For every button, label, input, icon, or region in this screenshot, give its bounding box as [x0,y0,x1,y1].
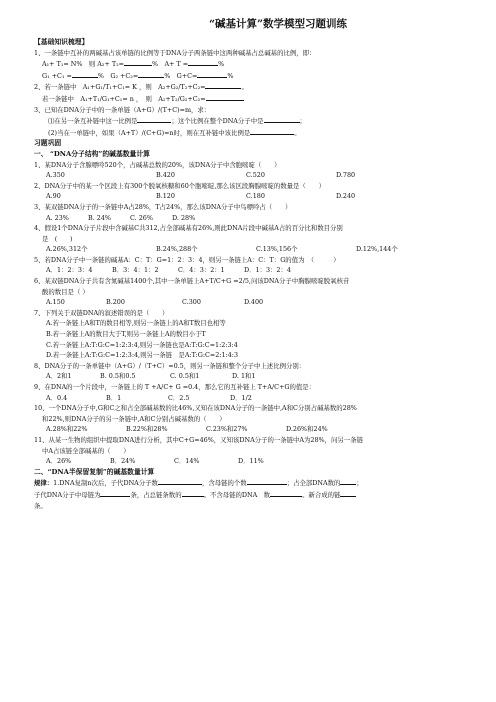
question-8: 8、DNA分子的一条单链中（A+G）/（T+C）=0.5，则另一条链和整个分子中上述比例分别： [34,361,306,370]
basic-item-3: 3、已知在DNA分子中的一条单链（A+G）/(T+C)=m，求： [34,105,211,114]
question-6-options: A.150 B.200 C.300 D.400 [46,298,264,307]
question-11-cont: 中A占该链全部碱基的（ ） [42,446,130,455]
question-2-options: A.90 B.120 C.180 D.240 [46,192,356,201]
question-6-cont: 酸的数目是（ ） [42,287,89,296]
question-10: 10、一个DNA分子中,G和C之和占全部碱基数的比46%,又知在该DNA分子的一条链中,A和C分别占碱基数的28% [34,404,357,413]
basic-item-2b: 若一条链中 A₁+T₁/G₁+C₁= n ， 则 A₂+T₂/G₂+C₂= [34,93,474,105]
question-11: 11、从某一生物的组织中提取DNA进行分析，其中C+G=46%，又知该DNA分子的一条链中A为28%，问另一条链 [34,435,363,444]
rule-line-3: 条。 [34,501,47,510]
basic-item-3-2: (2)当在一单链中，如果（A+T）/(C+G)=n时，则在互补链中该比例是 。 [48,128,301,137]
question-4-cont: 是 ( ) [42,234,73,243]
worksheet-content [34,37,474,511]
question-10-options: A.28%和22% B.22%和28% C.23%和27% D.26%和24% [46,425,328,434]
question-3: 3、某双链DNA分子的一条链中A占28%，T占24%，那么该DNA分子中鸟嘌呤占（ ） [34,202,292,211]
question-7: 7、下列关于双链DNA的叙述错误的是（ ） [34,308,169,317]
rule-line-2: 子代DNA分子中母链为 条，占总链条数的 。不含母链的DNA 数 。新合成的链 [34,489,474,501]
question-7-option-d: D.若一条链上A:T:G:C=1:2:3:4,则另一条链 是A:T:G:C=2:1:4:3 [46,351,239,360]
question-4-options: A.26%,312个 B.24%,288个 C.13%,156个 D.12%,144个 [46,245,398,254]
section-consolidate: 习题巩固 [34,139,62,148]
question-9: 9、在DNA的一个片段中，一条链上的 T +A/C+ G =0.4，那么它的互补链上 T+A/C+G的值是： [34,383,316,391]
page-title: “碱基计算”数学模型习题训练 [208,18,348,30]
question-4: 4、假设1个DNA分子片段中含碱基C共312,占全部碱基有26%,则此DNA片段中碱基A占的百分比和数目分别 [34,224,343,233]
basic-item-1-eq-b: G₁ +C₁ = % G₂ +C₂= % G+C= % [42,71,234,80]
question-9-options: A．0.4 B．1 C．2.5 D．1/2 [46,393,252,402]
section-basic: 【基础知识梳理】 [34,38,89,46]
basic-item-1: 1、一条链中互补的两碱基占该单链的比例等于DNA分子两条链中这两种碱基占总碱基的比例，即： [34,48,316,57]
question-2: 2、DNA分子中的某一个区段上有300个脱氧核糖和60个胞嘧啶,那么该区段胸腺嘧啶的数量是（ ） [34,181,325,190]
question-1: 1、某DNA分子含腺嘌呤520个，占碱基总数的20%，该DNA分子中含胞嘧啶（ ） [34,160,281,169]
basic-item-3-1: ⑴在另一条互补链中这一比例是 ；这个比例在整个DNA分子中是 ； [48,117,306,126]
question-10-cont: 和22%,则DNA分子的另一条链中,A和C分别占碱基数的（ ） [42,414,226,423]
question-7-option-b: B.若一条链上A的数目大于T,则另一条链上A的数目小于T [46,330,206,339]
question-3-options: A. 23% B. 24% C. 26% D. 28% [46,213,196,222]
question-7-option-c: C.若一条链上A:T:G:C=1:2:3:4,则另一条链也是A:T:G:C=1:2:3:4 [46,340,238,349]
question-5-options: A．1：2：3：4 B．3：4：1：2 C．4：3：2：1 D．1：3：2：4 [46,266,291,275]
basic-item-1-eq-a: A₁+ T₁= N% 则 A₂+ T₂= % A+ T = % [42,60,225,69]
section-part1: 一、 “DNA分子结构”的碱基数量计算 [34,149,150,158]
question-7-option-a: A.若一条链上A和T的数目相等,则另一条链上的A和T数目也相等 [46,319,226,328]
question-8-options: A．2和1 B. 0.5和0.5 C. 0.5和1 D. 1和1 [46,372,256,381]
question-6: 6、某双链DNA分子共有含氮碱基1400个,其中一条单链上A+T/C+G =2/5,问该DNA分子中胸腺嘧啶脱氧核苷 [34,277,350,286]
basic-item-2a: 2、若一条链中 A₁+G₁/T₁+C₁= K ，则 A₂+G₂/T₂+C₂= 。 [34,83,248,92]
question-1-options: A.350 B.420 C.520 D.780 [46,171,356,180]
rule-line-1: 规律：1.DNA复制n次后，子代DNA分子数 ，含母链的个数 ；占全部DNA数的 ； [34,479,363,488]
question-5: 5、若DNA分子中一条链的碱基A：C：T：G=1：2：3：4，则另一条链上A：C：T：G的值为 （ ） [34,255,340,264]
section-part2: 二、“DNA半保留复制”的碱基数量计算 [34,467,155,476]
question-11-options: A．26% B．24% C．14% D．11% [46,457,264,466]
